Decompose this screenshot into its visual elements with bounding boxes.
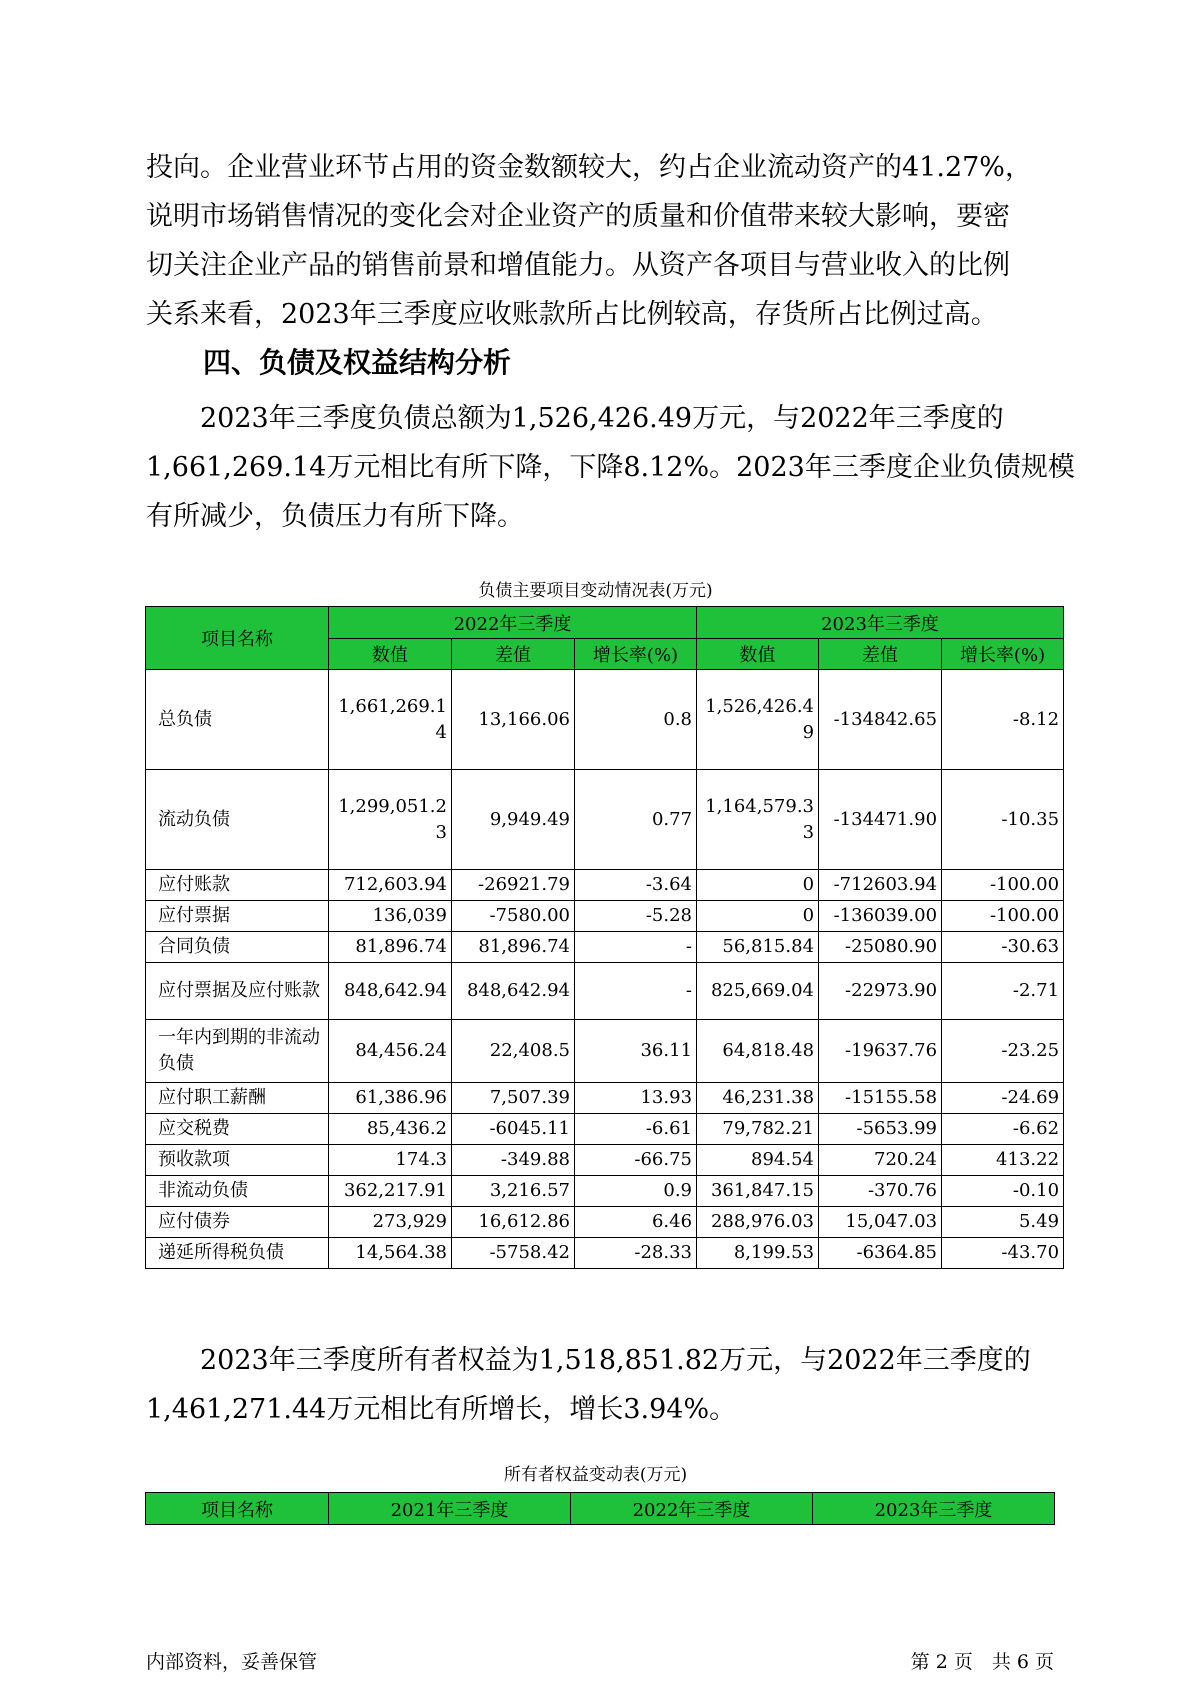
row-cell: 174.3 bbox=[329, 1145, 452, 1176]
paragraph-line: 投向。企业营业环节占用的资金数额较大，约占企业流动资产的41.27%， bbox=[146, 152, 1032, 183]
row-cell: -349.88 bbox=[452, 1145, 575, 1176]
row-cell: -6.62 bbox=[942, 1114, 1064, 1145]
header-period-2022: 2022年三季度 bbox=[329, 607, 697, 639]
row-item-name: 应付职工薪酬 bbox=[146, 1083, 329, 1114]
row-cell: 361,847.15 bbox=[697, 1176, 819, 1207]
table-row bbox=[146, 1207, 1064, 1238]
row-cell: 13,166.06 bbox=[452, 670, 575, 770]
row-item-name: 应付账款 bbox=[146, 870, 329, 901]
row-cell: 712,603.94 bbox=[329, 870, 452, 901]
row-cell: 720.24 bbox=[819, 1145, 942, 1176]
row-cell: -134471.90 bbox=[819, 770, 942, 870]
table-row bbox=[146, 1114, 1064, 1145]
row-cell: -28.33 bbox=[575, 1238, 697, 1269]
paragraph-liability-summary bbox=[146, 394, 1075, 541]
row-cell: - bbox=[575, 932, 697, 963]
paragraph-line: 有所减少，负债压力有所下降。 bbox=[146, 501, 524, 532]
row-cell: 3,216.57 bbox=[452, 1176, 575, 1207]
row-cell: 56,815.84 bbox=[697, 932, 819, 963]
row-cell: 14,564.38 bbox=[329, 1238, 452, 1269]
footer-confidential-note: 内部资料，妥善保管 bbox=[146, 1651, 318, 1673]
row-cell: -5.28 bbox=[575, 901, 697, 932]
row-cell: -22973.90 bbox=[819, 963, 942, 1020]
row-cell: 848,642.94 bbox=[452, 963, 575, 1020]
row-cell: -134842.65 bbox=[819, 670, 942, 770]
row-cell: -3.64 bbox=[575, 870, 697, 901]
row-cell: 413.22 bbox=[942, 1145, 1064, 1176]
row-cell: -100.00 bbox=[942, 901, 1064, 932]
header-item-name: 项目名称 bbox=[146, 607, 329, 670]
liability-table-caption: 负债主要项目变动情况表(万元) bbox=[478, 581, 713, 601]
row-cell: 825,669.04 bbox=[697, 963, 819, 1020]
row-cell: 36.11 bbox=[575, 1020, 697, 1083]
row-cell: -8.12 bbox=[942, 670, 1064, 770]
header-difference: 差值 bbox=[452, 639, 575, 670]
row-cell: -2.71 bbox=[942, 963, 1064, 1020]
row-cell: -5653.99 bbox=[819, 1114, 942, 1145]
row-item-name: 流动负债 bbox=[146, 770, 329, 870]
header-item-name: 项目名称 bbox=[146, 1493, 329, 1525]
row-cell: 362,217.91 bbox=[329, 1176, 452, 1207]
row-cell: 0.9 bbox=[575, 1176, 697, 1207]
footer-page-number: 第 2 页 共 6 页 bbox=[910, 1651, 1054, 1673]
row-cell: 13.93 bbox=[575, 1083, 697, 1114]
row-cell: -24.69 bbox=[942, 1083, 1064, 1114]
header-growth-rate: 增长率(%) bbox=[942, 639, 1064, 670]
table-row bbox=[146, 901, 1064, 932]
row-cell: -712603.94 bbox=[819, 870, 942, 901]
row-cell: 79,782.21 bbox=[697, 1114, 819, 1145]
row-cell: 22,408.5 bbox=[452, 1020, 575, 1083]
row-cell: 1,299,051.23 bbox=[329, 770, 452, 870]
row-cell: 894.54 bbox=[697, 1145, 819, 1176]
row-cell: 8,199.53 bbox=[697, 1238, 819, 1269]
row-cell: 46,231.38 bbox=[697, 1083, 819, 1114]
row-cell: 81,896.74 bbox=[329, 932, 452, 963]
row-item-name: 递延所得税负债 bbox=[146, 1238, 329, 1269]
row-cell: -6045.11 bbox=[452, 1114, 575, 1145]
header-growth-rate: 增长率(%) bbox=[575, 639, 697, 670]
header-period-2023: 2023年三季度 bbox=[697, 607, 1064, 639]
row-cell: 5.49 bbox=[942, 1207, 1064, 1238]
paragraph-line: 2023年三季度所有者权益为1,518,851.82万元，与2022年三季度的 bbox=[200, 1345, 1031, 1376]
header-period-2023: 2023年三季度 bbox=[813, 1493, 1055, 1525]
header-value: 数值 bbox=[329, 639, 452, 670]
row-cell: -6364.85 bbox=[819, 1238, 942, 1269]
row-cell: 64,818.48 bbox=[697, 1020, 819, 1083]
row-item-name: 应付票据 bbox=[146, 901, 329, 932]
equity-table-caption: 所有者权益变动表(万元) bbox=[503, 1465, 688, 1485]
row-cell: -100.00 bbox=[942, 870, 1064, 901]
row-item-name: 非流动负债 bbox=[146, 1176, 329, 1207]
row-cell: -10.35 bbox=[942, 770, 1064, 870]
row-item-name: 一年内到期的非流动负债 bbox=[146, 1020, 329, 1083]
row-cell: 84,456.24 bbox=[329, 1020, 452, 1083]
row-cell: 0.8 bbox=[575, 670, 697, 770]
section-heading: 四、负债及权益结构分析 bbox=[203, 346, 512, 379]
row-item-name: 应付债券 bbox=[146, 1207, 329, 1238]
row-cell: 15,047.03 bbox=[819, 1207, 942, 1238]
liability-table bbox=[145, 606, 1064, 1269]
row-cell: 1,661,269.14 bbox=[329, 670, 452, 770]
row-cell: -23.25 bbox=[942, 1020, 1064, 1083]
row-cell: - bbox=[575, 963, 697, 1020]
paragraph-equity-summary bbox=[146, 1336, 1046, 1434]
row-item-name: 应付票据及应付账款 bbox=[146, 963, 329, 1020]
table-row bbox=[146, 770, 1064, 870]
paragraph-line: 切关注企业产品的销售前景和增值能力。从资产各项目与营业收入的比例 bbox=[146, 250, 1010, 281]
header-period-2022: 2022年三季度 bbox=[571, 1493, 813, 1525]
row-cell: -6.61 bbox=[575, 1114, 697, 1145]
row-cell: -5758.42 bbox=[452, 1238, 575, 1269]
table-row bbox=[146, 670, 1064, 770]
row-item-name: 预收款项 bbox=[146, 1145, 329, 1176]
row-item-name: 总负债 bbox=[146, 670, 329, 770]
row-cell: -26921.79 bbox=[452, 870, 575, 901]
row-cell: 848,642.94 bbox=[329, 963, 452, 1020]
row-cell: 0.77 bbox=[575, 770, 697, 870]
paragraph-line: 说明市场销售情况的变化会对企业资产的质量和价值带来较大影响，要密 bbox=[146, 201, 1010, 232]
row-cell: -66.75 bbox=[575, 1145, 697, 1176]
table-row bbox=[146, 1145, 1064, 1176]
row-cell: -136039.00 bbox=[819, 901, 942, 932]
row-cell: 0 bbox=[697, 870, 819, 901]
table-row bbox=[146, 1083, 1064, 1114]
paragraph-line: 1,461,271.44万元相比有所增长，增长3.94%。 bbox=[146, 1394, 737, 1425]
header-period-2021: 2021年三季度 bbox=[329, 1493, 571, 1525]
row-cell: 288,976.03 bbox=[697, 1207, 819, 1238]
table-row bbox=[146, 1238, 1064, 1269]
row-cell: -19637.76 bbox=[819, 1020, 942, 1083]
row-item-name: 合同负债 bbox=[146, 932, 329, 963]
row-cell: 1,526,426.49 bbox=[697, 670, 819, 770]
row-cell: 6.46 bbox=[575, 1207, 697, 1238]
header-value: 数值 bbox=[697, 639, 819, 670]
row-cell: -7580.00 bbox=[452, 901, 575, 932]
table-row bbox=[146, 963, 1064, 1020]
row-cell: -25080.90 bbox=[819, 932, 942, 963]
table-row bbox=[146, 1176, 1064, 1207]
row-cell: -15155.58 bbox=[819, 1083, 942, 1114]
row-cell: 7,507.39 bbox=[452, 1083, 575, 1114]
paragraph-line: 关系来看，2023年三季度应收账款所占比例较高，存货所占比例过高。 bbox=[146, 299, 998, 330]
row-cell: -30.63 bbox=[942, 932, 1064, 963]
row-cell: 136,039 bbox=[329, 901, 452, 932]
row-cell: 81,896.74 bbox=[452, 932, 575, 963]
row-cell: 85,436.2 bbox=[329, 1114, 452, 1145]
row-item-name: 应交税费 bbox=[146, 1114, 329, 1145]
row-cell: 9,949.49 bbox=[452, 770, 575, 870]
row-cell: 1,164,579.33 bbox=[697, 770, 819, 870]
table-row bbox=[146, 1020, 1064, 1083]
row-cell: -43.70 bbox=[942, 1238, 1064, 1269]
table-row bbox=[146, 870, 1064, 901]
header-difference: 差值 bbox=[819, 639, 942, 670]
row-cell: -0.10 bbox=[942, 1176, 1064, 1207]
row-cell: 61,386.96 bbox=[329, 1083, 452, 1114]
row-cell: -370.76 bbox=[819, 1176, 942, 1207]
paragraph-line: 2023年三季度负债总额为1,526,426.49万元，与2022年三季度的 bbox=[200, 403, 1004, 434]
row-cell: 0 bbox=[697, 901, 819, 932]
table-row bbox=[146, 932, 1064, 963]
equity-table bbox=[145, 1492, 1055, 1525]
paragraph-asset-summary bbox=[146, 143, 1046, 339]
row-cell: 273,929 bbox=[329, 1207, 452, 1238]
row-cell: 16,612.86 bbox=[452, 1207, 575, 1238]
paragraph-line: 1,661,269.14万元相比有所下降，下降8.12%。2023年三季度企业负债规模 bbox=[146, 452, 1075, 483]
